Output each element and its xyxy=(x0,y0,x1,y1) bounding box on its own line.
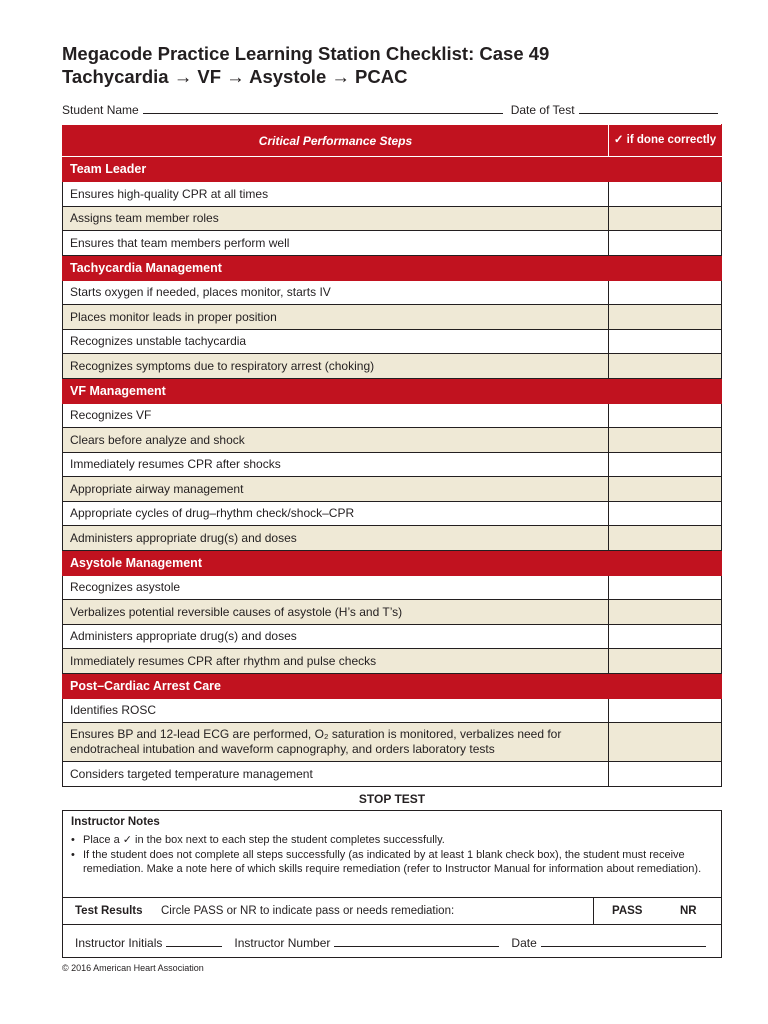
table-row xyxy=(63,698,722,723)
section-title: Post–Cardiac Arrest Care xyxy=(63,673,722,698)
step-text: Places monitor leads in proper position xyxy=(63,305,609,330)
step-text: Appropriate airway management xyxy=(63,477,609,502)
check-box[interactable] xyxy=(609,723,722,762)
test-results-label: Test Results xyxy=(75,905,143,917)
nr-option[interactable]: NR xyxy=(680,905,697,917)
pass-option[interactable]: PASS xyxy=(612,905,643,917)
student-name-field[interactable] xyxy=(143,102,503,114)
check-box[interactable] xyxy=(609,649,722,674)
check-box[interactable] xyxy=(609,403,722,428)
section-title: Tachycardia Management xyxy=(63,255,722,280)
step-text: Clears before analyze and shock xyxy=(63,428,609,453)
section-header xyxy=(63,255,722,280)
step-text: Verbalizes potential reversible causes of asystole (H’s and T’s) xyxy=(63,600,609,625)
step-text: Ensures high-quality CPR at all times xyxy=(63,182,609,207)
step-text: Recognizes symptoms due to respiratory arrest (choking) xyxy=(63,354,609,379)
check-box[interactable] xyxy=(609,305,722,330)
section-header xyxy=(63,550,722,575)
instructor-initials-label: Instructor Initials xyxy=(75,936,163,950)
note-text: If the student does not complete all steps successfully (as indicated by at least 1 blank check box), the student must receive remediation. Make a note here of which skills require remediation (refer to Instructor Manual for information about remediation). xyxy=(83,848,702,875)
step-text: Administers appropriate drug(s) and doses xyxy=(63,526,609,551)
date-of-test-label: Date of Test xyxy=(510,103,575,117)
table-row xyxy=(63,231,722,256)
date-of-test-field[interactable] xyxy=(579,102,718,114)
table-row xyxy=(63,600,722,625)
instructor-number-label: Instructor Number xyxy=(234,936,331,950)
list-item: • If the student does not complete all steps successfully (as indicated by at least 1 blank check box), the student must receive remediation. Make a note here of which skills require remediation (refer to Instructor Manual for information about remediation). xyxy=(71,848,711,877)
date-field[interactable] xyxy=(541,935,706,947)
copyright: © 2016 American Heart Association xyxy=(62,963,204,973)
step-text: Ensures BP and 12-lead ECG are performed, O₂ saturation is monitored, verbalizes need for endotracheal intubation and waveform capnography, and orders laboratory tests xyxy=(63,723,609,762)
table-row xyxy=(63,305,722,330)
instructor-signature-row xyxy=(75,935,710,950)
step-text: Recognizes VF xyxy=(63,403,609,428)
check-box[interactable] xyxy=(609,206,722,231)
instructor-number-field[interactable] xyxy=(334,935,499,947)
check-box[interactable] xyxy=(609,698,722,723)
check-box[interactable] xyxy=(609,354,722,379)
table-row xyxy=(63,575,722,600)
check-box[interactable] xyxy=(609,329,722,354)
table-row xyxy=(63,329,722,354)
table-row xyxy=(63,723,722,762)
step-text: Immediately resumes CPR after rhythm and pulse checks xyxy=(63,649,609,674)
step-text: Identifies ROSC xyxy=(63,698,609,723)
check-box[interactable] xyxy=(609,762,722,787)
title-line-1: Megacode Practice Learning Station Checklist: Case 49 xyxy=(62,43,550,64)
checklist-title xyxy=(62,42,549,88)
check-box[interactable] xyxy=(609,280,722,305)
table-row xyxy=(63,624,722,649)
test-results-instruction: Circle PASS or NR to indicate pass or needs remediation: xyxy=(161,905,455,917)
check-box[interactable] xyxy=(609,501,722,526)
check-box[interactable] xyxy=(609,624,722,649)
check-box[interactable] xyxy=(609,575,722,600)
section-title: Team Leader xyxy=(63,157,722,182)
stop-test-label: STOP TEST xyxy=(358,792,426,806)
check-box[interactable] xyxy=(609,600,722,625)
section-header xyxy=(63,673,722,698)
student-info-row xyxy=(62,102,722,117)
step-text: Appropriate cycles of drug–rhythm check/shock–CPR xyxy=(63,501,609,526)
check-box[interactable] xyxy=(609,526,722,551)
test-results-row xyxy=(63,897,721,925)
note-text: Place a ✓ in the box next to each step the student completes successfully. xyxy=(83,834,445,846)
table-row xyxy=(63,501,722,526)
section-title: VF Management xyxy=(63,378,722,403)
step-text: Ensures that team members perform well xyxy=(63,231,609,256)
check-box[interactable] xyxy=(609,428,722,453)
step-text: Recognizes unstable tachycardia xyxy=(63,329,609,354)
check-box[interactable] xyxy=(609,231,722,256)
section-header xyxy=(63,378,722,403)
step-text: Considers targeted temperature management xyxy=(63,762,609,787)
check-box[interactable] xyxy=(609,182,722,207)
list-item: • Place a ✓ in the box next to each step the student completes successfully. xyxy=(71,834,445,846)
table-row xyxy=(63,526,722,551)
student-name-label: Student Name xyxy=(62,103,139,117)
check-box[interactable] xyxy=(609,477,722,502)
performance-checklist-table xyxy=(62,124,722,787)
instructor-notes-box xyxy=(62,810,722,958)
instructor-initials-field[interactable] xyxy=(166,935,222,947)
column-header-check: ✓ if done correctly xyxy=(609,125,722,157)
table-row xyxy=(63,403,722,428)
table-row xyxy=(63,182,722,207)
title-line-2: Tachycardia → VF → Asystole → PCAC xyxy=(62,66,408,87)
table-row xyxy=(63,354,722,379)
section-title: Asystole Management xyxy=(63,550,722,575)
table-row xyxy=(63,280,722,305)
table-row xyxy=(63,452,722,477)
pass-nr-box xyxy=(593,898,722,924)
table-row xyxy=(63,762,722,787)
step-text: Immediately resumes CPR after shocks xyxy=(63,452,609,477)
step-text: Administers appropriate drug(s) and doses xyxy=(63,624,609,649)
column-header-steps: Critical Performance Steps xyxy=(63,125,609,157)
instructor-notes-title: Instructor Notes xyxy=(71,816,160,828)
table-row xyxy=(63,477,722,502)
section-header xyxy=(63,157,722,182)
step-text: Recognizes asystole xyxy=(63,575,609,600)
check-box[interactable] xyxy=(609,452,722,477)
instructor-notes-list xyxy=(71,833,711,877)
table-row xyxy=(63,206,722,231)
date-label: Date xyxy=(511,936,537,950)
step-text: Assigns team member roles xyxy=(63,206,609,231)
table-row xyxy=(63,649,722,674)
step-text: Starts oxygen if needed, places monitor, starts IV xyxy=(63,280,609,305)
table-row xyxy=(63,428,722,453)
